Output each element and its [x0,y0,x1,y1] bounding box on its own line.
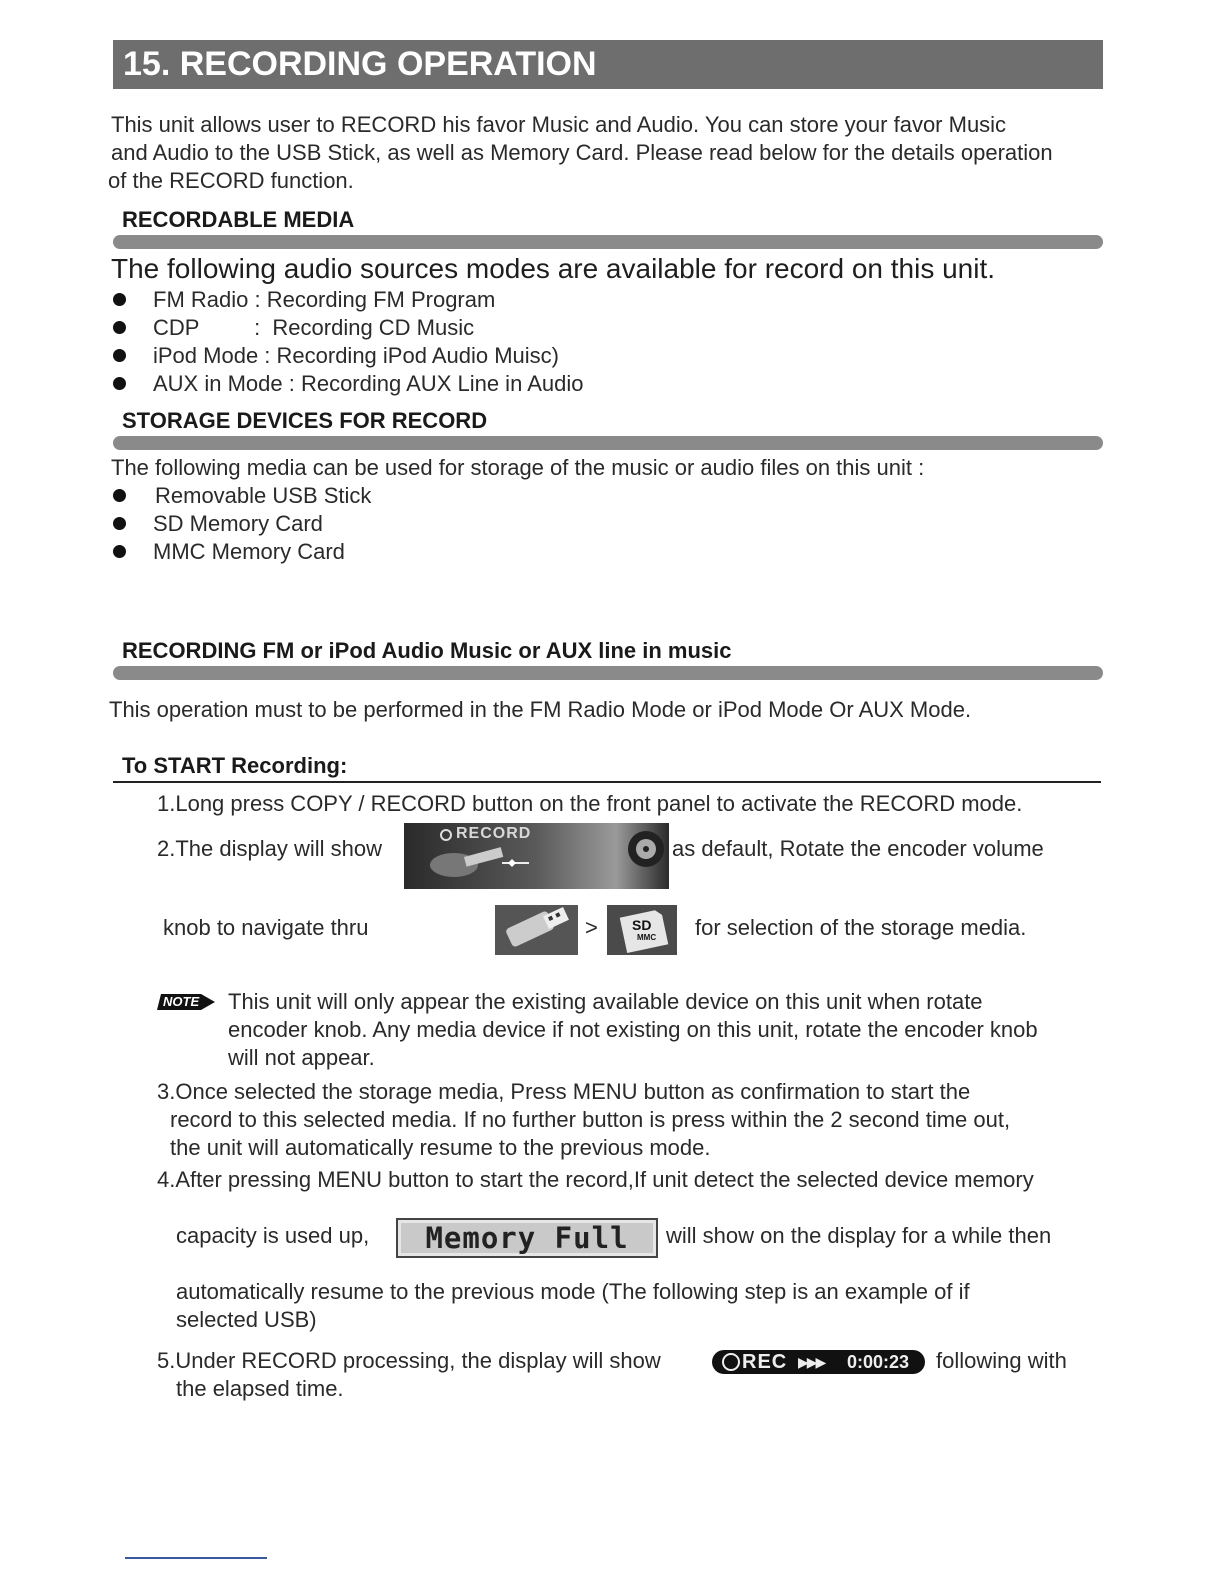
usb-icon [495,905,578,955]
start-recording-heading: To START Recording: [122,753,348,778]
note-line: encoder knob. Any media device if not existing on this unit, rotate the encoder knob [228,1017,1038,1042]
intro-line: and Audio to the USB Stick, as well as Memory Card. Please read below for the details operation [111,140,1053,165]
page-title: 15. RECORDING OPERATION [113,40,1103,89]
record-display-graphic [404,823,669,889]
section-divider [113,235,1103,249]
step-3-line: the unit will automatically resume to the previous mode. [170,1135,711,1160]
usb-stick-image [495,905,578,955]
bullet-icon [113,377,126,390]
recordable-media-lead: The following audio sources modes are available for record on this unit. [111,253,996,284]
list-item: SD Memory Card [113,510,713,538]
step-5-text: the elapsed time. [176,1376,344,1401]
bullet-icon [113,545,126,558]
footer-rule [125,1557,267,1559]
bullet-icon [113,489,126,502]
step-5-text: 5.Under RECORD processing, the display will show [157,1348,661,1373]
list-item: iPod Mode : Recording iPod Audio Muisc) [113,342,813,370]
bullet-icon [113,321,126,334]
memory-full-label: Memory Full [425,1221,629,1255]
storage-devices-heading: STORAGE DEVICES FOR RECORD [122,408,488,433]
play-arrows-icon: ▶▶▶ [798,1354,825,1370]
step-4-text: will show on the display for a while then [666,1223,1052,1248]
rec-status-display [712,1350,925,1374]
storage-devices-lead: The following media can be used for storage of the music or audio files on this unit : [111,455,925,480]
record-display-label: RECORD [456,825,532,842]
intro-line: This unit allows user to RECORD his favor Music and Audio. You can store your favor Music [111,112,1007,137]
intro-paragraph [108,111,1121,195]
note-icon [157,991,217,1013]
step-3-line: record to this selected media. If no further button is press within the 2 second time out, [170,1107,1011,1132]
recording-section-heading: RECORDING FM or iPod Audio Music or AUX line in music [122,638,732,663]
step-2-text: 2.The display will show [157,836,382,861]
recording-section-lead: This operation must to be performed in the FM Radio Mode or iPod Mode Or AUX Mode. [109,697,972,722]
list-item: AUX in Mode : Recording AUX Line in Audio [113,370,813,398]
note-line: will not appear. [228,1045,375,1070]
heading-rule [113,781,1101,783]
note-label: NOTE [163,994,200,1009]
step-4-line: automatically resume to the previous mode (The following step is an example of if [176,1279,970,1304]
memory-full-display [396,1218,658,1258]
step-4-text: 4.After pressing MENU button to start the record,If unit detect the selected device memory [157,1167,1034,1192]
intro-line: of the RECORD function. [108,168,354,193]
section-divider [113,436,1103,450]
recordable-media-heading: RECORDABLE MEDIA [122,207,355,232]
bullet-icon [113,293,126,306]
navigation-separator: > [585,915,598,940]
bullet-icon [113,349,126,362]
list-item: MMC Memory Card [113,538,713,566]
note-text [228,988,1108,1072]
step-4-text: capacity is used up, [176,1223,370,1248]
note-line: This unit will only appear the existing available device on this unit when rotate [228,989,983,1014]
record-display-image [404,823,669,889]
rec-label: REC [742,1351,788,1373]
sd-card-label: SD [632,917,652,933]
step-3 [157,1078,1107,1162]
step-2-text: for selection of the storage media. [695,915,1027,940]
record-dot-icon [722,1353,740,1371]
list-item: FM Radio : Recording FM Program [113,286,813,314]
step-5-text: following with [936,1348,1067,1373]
step-4-continued [176,1278,1076,1334]
rec-elapsed-time: 0:00:23 [847,1352,910,1372]
list-item: Removable USB Stick [113,482,713,510]
bullet-icon [113,517,126,530]
step-2-text: as default, Rotate the encoder volume [672,836,1044,861]
sd-mmc-card-image [607,905,677,955]
step-1: 1.Long press COPY / RECORD button on the front panel to activate the RECORD mode. [157,791,1023,816]
list-item: CDP : Recording CD Music [113,314,813,342]
step-3-line: 3.Once selected the storage media, Press MENU button as confirmation to start the [157,1079,971,1104]
step-4-line: selected USB) [176,1307,317,1332]
section-divider [113,666,1103,680]
mmc-card-label: MMC [637,933,657,942]
step-2-text: knob to navigate thru [163,915,369,940]
